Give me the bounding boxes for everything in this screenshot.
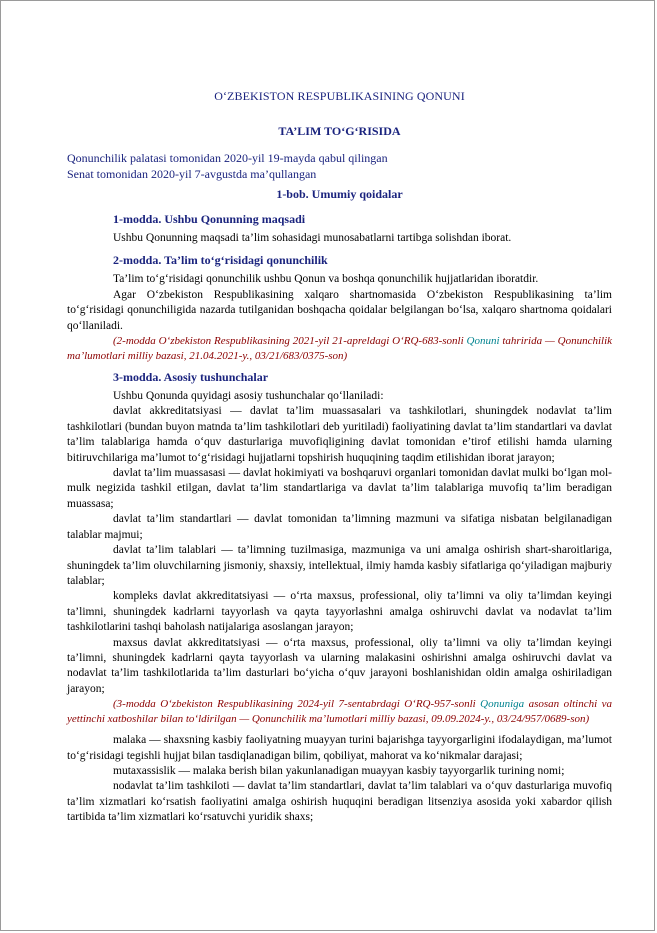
term-special-accreditation: maxsus davlat akkreditatsiyasi — o‘rta maxsus, professional, oliy ta’limni va oliy ta’limdan keyingi ta’limni, shuningdek kadrlarni qayta tayyorlash va ularning malakasini oshirishni amalga oshiruvchi davlat va nodavlat ta’lim tashkilotlarida ta’lim dasturlari bo‘yicha o‘quv jarayoni boshlanishidan oldin amalga oshiriladigan jarayon; bbox=[67, 636, 612, 695]
law-title: O‘ZBEKISTON RESPUBLIKASINING QONUNI bbox=[214, 89, 465, 103]
article-1-title: 1-modda. Ushbu Qonunning maqsadi bbox=[113, 212, 306, 226]
article-1-text: Ushbu Qonunning maqsadi ta’lim sohasidagi munosabatlarni tartibga solishdan iborat. bbox=[113, 232, 512, 244]
term-state-accreditation: davlat akkreditatsiyasi — davlat ta’lim muassasalari va tashkilotlari, shuningdek nodavlat ta’lim tashkilotlari (bundan buyon matnda ta’lim tashkilotlari deb yuritiladi) faoliyatining davlat ta’lim standartlari va davlat ta’lim talablariga hamda o‘quv dasturlariga muvofiqligining davlat tomonidan e’tirof etilishi hamda ularning bitiruvchilariga ma’lumot to‘g‘risidagi hujjatlarni topshirish huquqining taqdim etilishidan iborat jarayon; bbox=[67, 405, 612, 464]
term-specialty: mutaxassislik — malaka berish bilan yakunlanadigan muayyan kasbiy tayyorgarlik turining nomi; bbox=[113, 764, 565, 777]
article-2-amendment-note: (2-modda O‘zbekiston Respublikasining 2021-yil 21-apreldagi O‘RQ-683-sonli Qonuni tahririda — Qonunchilik ma’lumotlari milliy bazasi, 21.04.2021-y., 03/21/683/0375-son) bbox=[67, 335, 613, 362]
term-state-standards: davlat ta’lim standartlari — davlat tomonidan ta’limning mazmuni va sifatiga nisbatan belgilanadigan talablar majmui; bbox=[67, 513, 612, 541]
term-state-requirements: davlat ta’lim talablari — ta’limning tuzilmasiga, mazmuniga va uni amalga oshirish shart-sharoitlariga, shuningdek ta’lim oluvchilarning jismoniy, shaxsiy, intellektual, ilmiy hamda kasbiy sifatlariga qo‘yiladigan majburiy talablar; bbox=[67, 544, 612, 587]
adoption-line: Qonunchilik palatasi tomonidan 2020-yil 19-mayda qabul qilingan bbox=[67, 151, 388, 165]
approval-line: Senat tomonidan 2020-yil 7-avgustda ma’qullangan bbox=[67, 167, 317, 181]
term-complex-accreditation: kompleks davlat akkreditatsiyasi — o‘rta maxsus, professional, oliy ta’limni va oliy ta’limdan keyingi ta’limni, shuningdek kadrlarni tayyorlash va qayta tayyorlashni amalga oshiruvchi davlat va nodavlat ta’lim tashkilotlarini tashqi baholash natijalariga asoslangan jarayon; bbox=[67, 590, 612, 634]
law-link[interactable]: Qonuniga bbox=[480, 698, 525, 711]
term-nonstate-organization: nodavlat ta’lim tashkiloti — davlat ta’lim standartlari, davlat ta’lim talablari va o‘quv dasturlariga muvofiq ta’lim xizmatlari ko‘rsatish faoliyatini amalga oshirish huquqini beradigan litsenziya asosida yoki xabardor qilish tartibida ta’lim xizmatlari ko‘rsatuvchi yuridik shaxs; bbox=[67, 780, 612, 824]
article-2-paragraph-1: Ta’lim to‘g‘risidagi qonunchilik ushbu Qonun va boshqa qonunchilik hujjatlaridan iboratdir. bbox=[113, 273, 539, 286]
chapter-title: 1-bob. Umumiy qoidalar bbox=[276, 187, 403, 201]
article-2-title: 2-modda. Ta’lim to‘g‘risidagi qonunchilik bbox=[113, 253, 328, 268]
term-state-institution: davlat ta’lim muassasasi — davlat hokimiyati va boshqaruvi organlari tomonidan davlat mulki bo‘lgan mol-mulk negizida tashkil etilgan, davlat ta’lim standartlariga va davlat ta’lim talablariga muvofiq ta’lim beradigan muassasa; bbox=[67, 467, 612, 510]
article-2-paragraph-2: Agar O‘zbekiston Respublikasining xalqaro shartnomasida O‘zbekiston Respublikasining ta’lim to‘g‘risidagi qonunchiligida nazarda tutilganidan boshqacha qoidalar belgilangan bo‘lsa, xalqaro shartnoma qoidalari qo‘llaniladi. bbox=[67, 288, 612, 332]
article-3-amendment-note: (3-modda O‘zbekiston Respublikasining 2024-yil 7-sentabrdagi O‘RQ-957-sonli Qonuniga asosan oltinchi va yettinchi xatboshilar bilan to‘ldirilgan — Qonunchilik ma’lumotlari milliy bazasi, 09.09.2024-y., 03/24/957/0689-son) bbox=[67, 698, 612, 725]
law-subject: TA’LIM TO‘G‘RISIDA bbox=[278, 124, 401, 138]
law-link[interactable]: Qonuni bbox=[466, 335, 500, 348]
article-3-intro: Ushbu Qonunda quyidagi asosiy tushunchalar qo‘llaniladi: bbox=[113, 390, 384, 403]
article-3-title: 3-modda. Asosiy tushunchalar bbox=[113, 370, 269, 385]
term-qualification: malaka — shaxsning kasbiy faoliyatning muayyan turini bajarishga tayyorgarligini ifodalaydigan, ma’lumot to‘g‘risidagi tegishli hujjat bilan tasdiqlanadigan bilim, qobiliyat, mahorat va ko‘nikmalar darajasi; bbox=[67, 734, 612, 762]
